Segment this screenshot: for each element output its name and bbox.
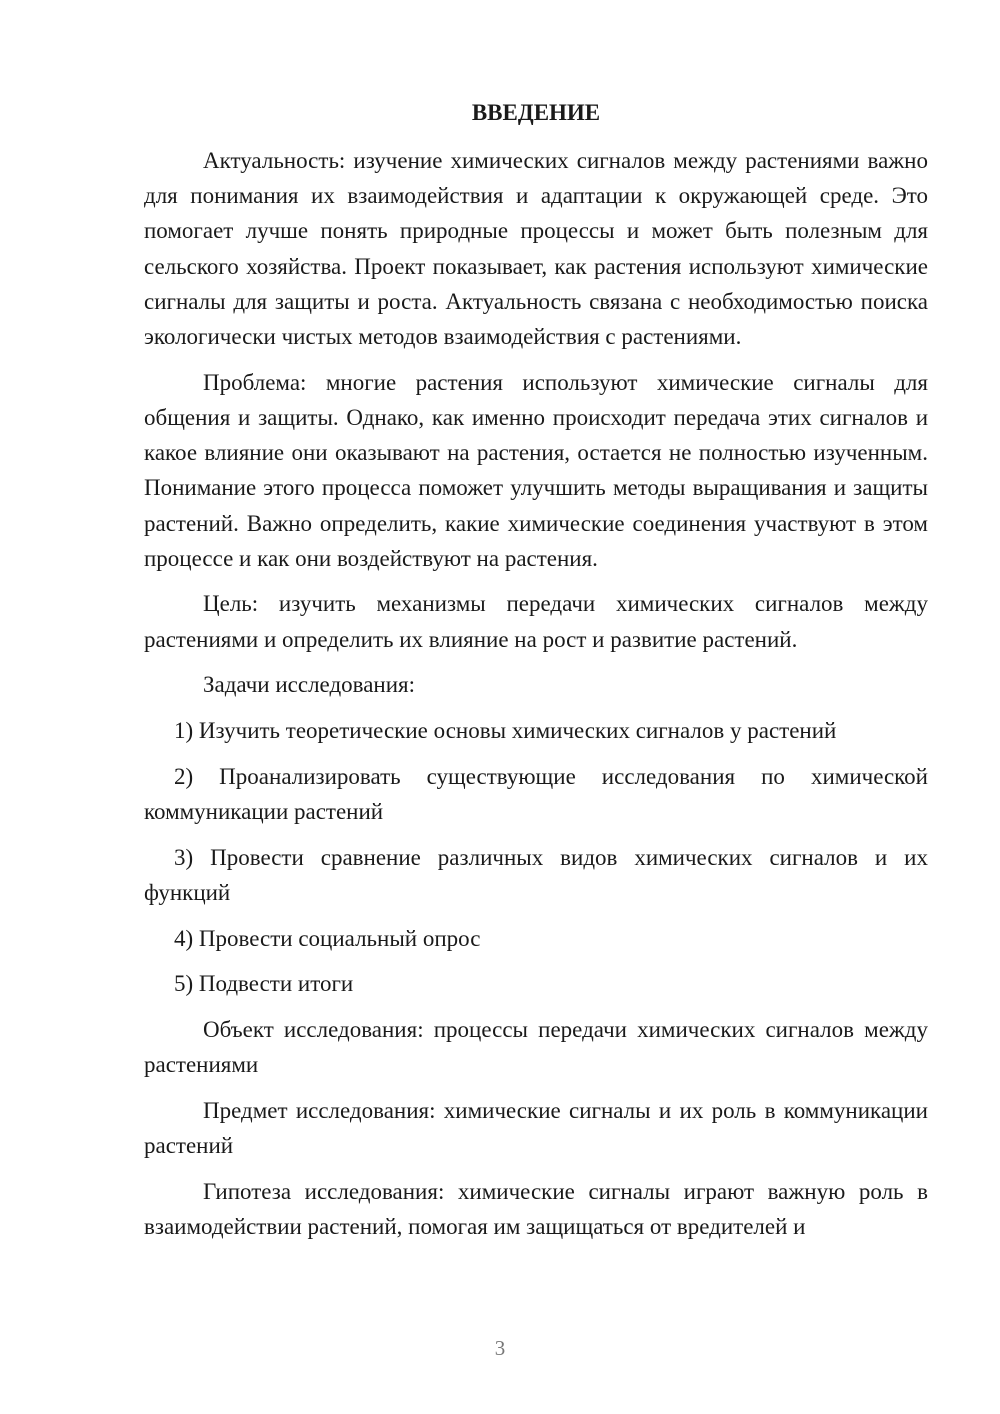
paragraph-goal: Цель: изучить механизмы передачи химических сигналов между растениями и определить их влияние на рост и развитие растений.	[144, 591, 928, 652]
page-number: 3	[494, 1336, 506, 1360]
paragraph-relevance: Актуальность: изучение химических сигналов между растениями важно для понимания их взаимодействия и адаптации к окружающей среде. Это помогает лучше понять природные процессы и может быть полезным для сельского хозяйства. Проект показывает, как растения используют химические сигналы для защиты и роста. Актуальность связана с необходимостью поиска экологически чистых методов взаимодействия с растениями.	[144, 148, 928, 350]
paragraph-tasks-heading: Задачи исследования:	[203, 672, 416, 698]
paragraph-object: Объект исследования: процессы передачи химических сигналов между растениями	[144, 1016, 928, 1078]
task-item-3: 3) Провести сравнение различных видов химических сигналов и их функций	[144, 844, 928, 905]
task-item-2: 2) Проанализировать существующие исследования по химической коммуникации растений	[144, 763, 928, 824]
task-item-1: 1) Изучить теоретические основы химических сигналов у растений	[174, 718, 837, 744]
task-item-4: 4) Провести социальный опрос	[174, 925, 481, 951]
paragraph-problem: Проблема: многие растения используют химические сигналы для общения и защиты. Однако, как именно происходит передача этих сигналов и какое влияние они оказывают на растения, остается не полностью изученным. Понимание этого процесса поможет улучшить методы выращивания и защиты растений. Важно определить, какие химические соединения участвуют в этом процессе и как они воздействуют на растения.	[144, 369, 928, 571]
paragraph-subject: Предмет исследования: химические сигналы и их роль в коммуникации растений	[144, 1097, 928, 1159]
page-content	[144, 95, 928, 1255]
section-heading: ВВЕДЕНИЕ	[471, 100, 601, 125]
task-item-5: 5) Подвести итоги	[174, 971, 354, 997]
paragraph-hypothesis: Гипотеза исследования: химические сигналы играют важную роль в взаимодействии растений, помогая им защищаться от вредителей и	[144, 1178, 928, 1239]
